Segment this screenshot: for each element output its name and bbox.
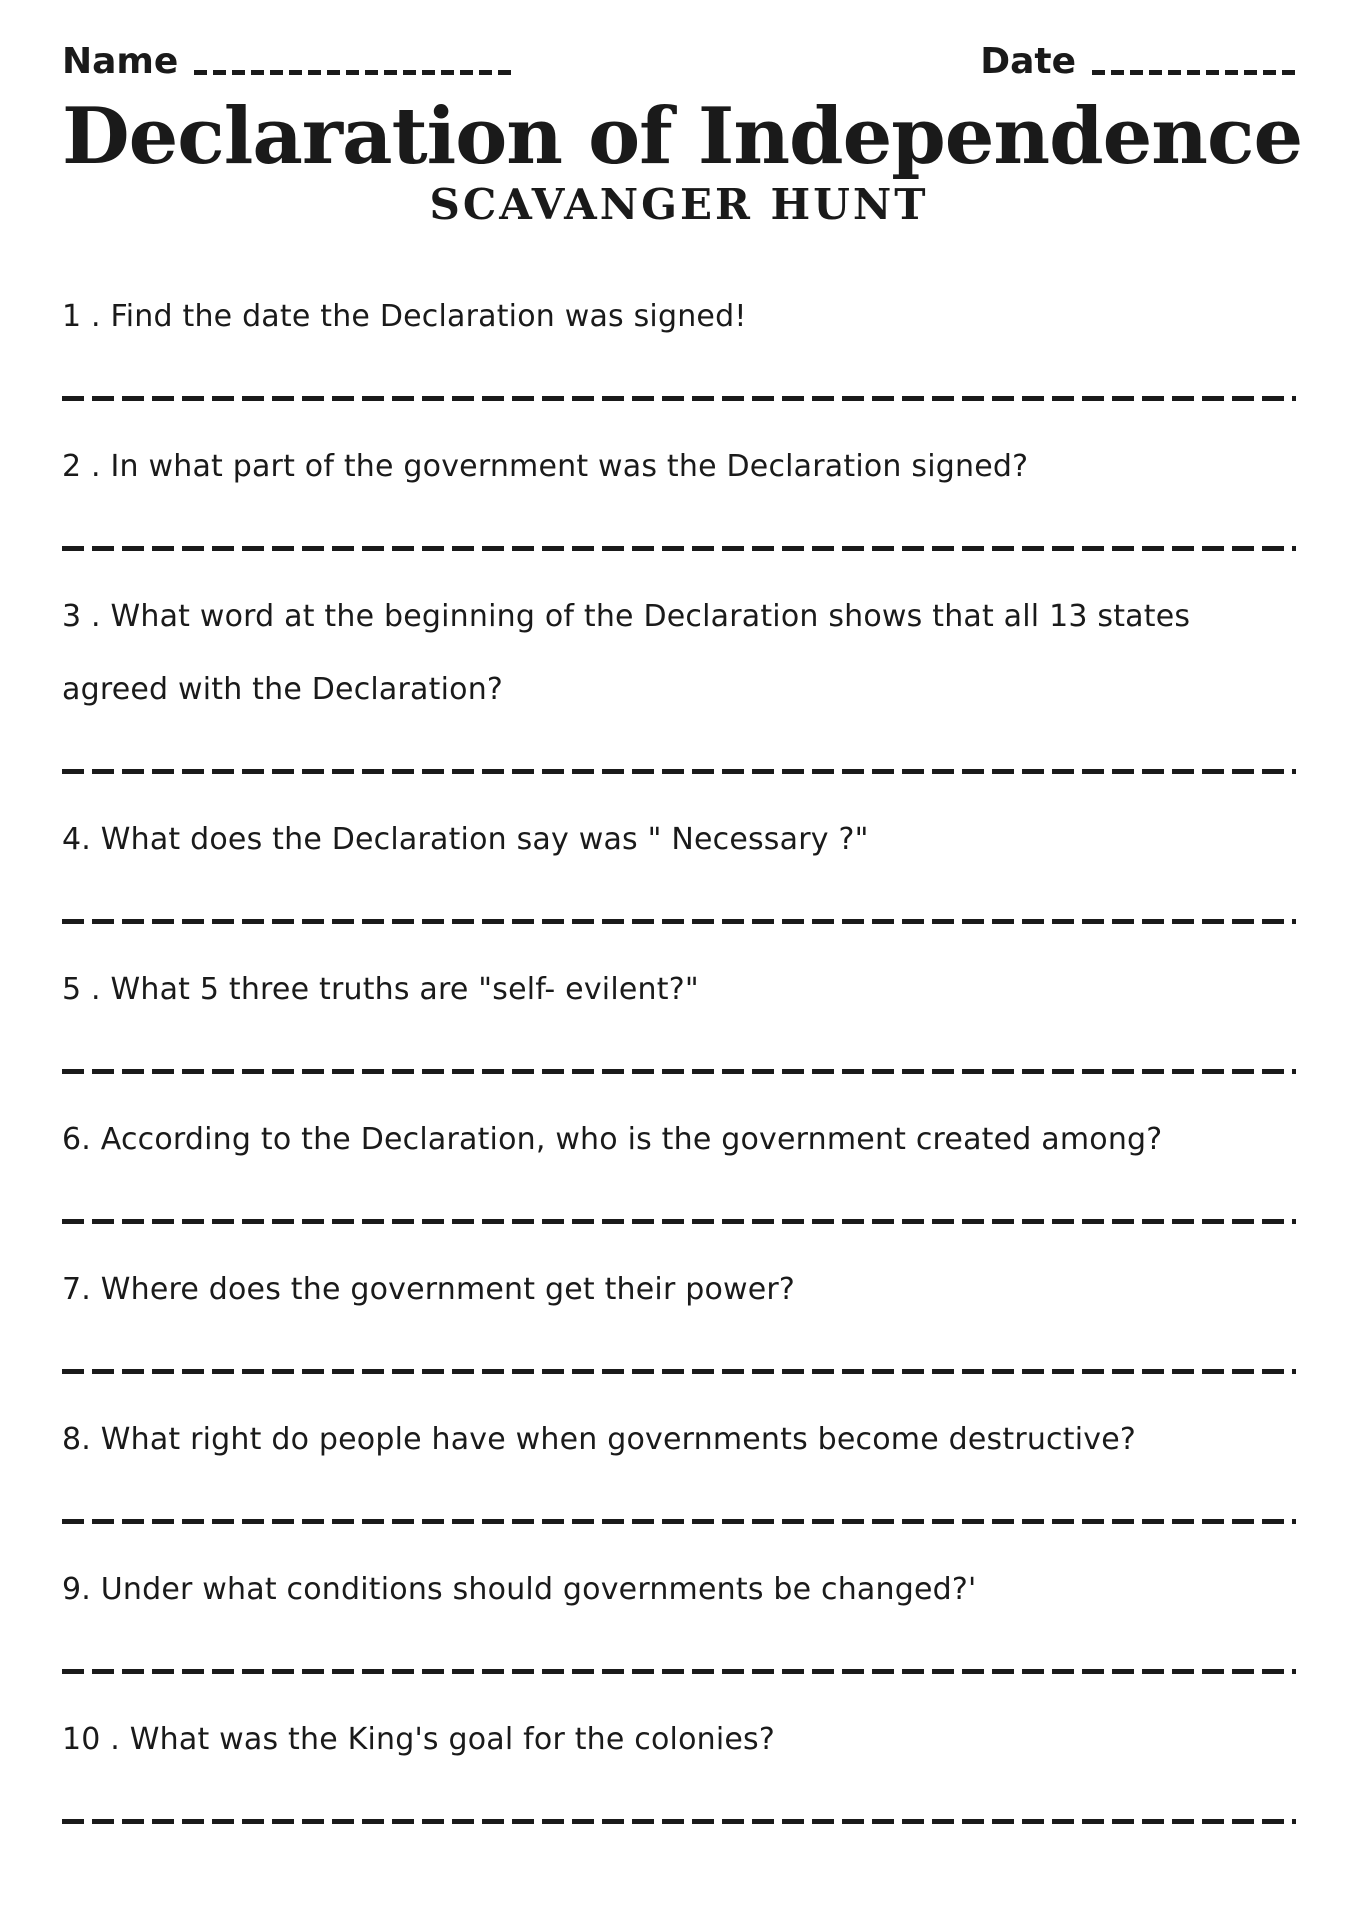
question-block-1 [62, 280, 1296, 401]
page-subtitle: SCAVANGER HUNT [429, 179, 929, 229]
header [62, 42, 1296, 82]
answer-line-8 [62, 1519, 1296, 1524]
page-title: Declaration of Independence [62, 90, 1303, 182]
answer-line-7 [62, 1369, 1296, 1374]
answer-line-10 [62, 1819, 1296, 1824]
answer-line-1 [62, 396, 1296, 401]
question-block-4 [62, 803, 1296, 924]
question-text-4: 4. What does the Declaration say was " Necessary ?" [62, 821, 869, 857]
name-field-group [62, 42, 514, 82]
question-block-7 [62, 1253, 1296, 1374]
name-blank-line [194, 70, 514, 75]
question-block-9 [62, 1553, 1296, 1674]
question-block-10 [62, 1703, 1296, 1824]
answer-line-9 [62, 1669, 1296, 1674]
question-text-8: 8. What right do people have when governments become destructive? [62, 1421, 1136, 1457]
date-blank-line [1092, 70, 1296, 75]
date-label: Date [980, 41, 1076, 82]
question-text-7: 7. Where does the government get their power? [62, 1271, 796, 1307]
name-label: Name [62, 41, 179, 82]
question-block-2 [62, 430, 1296, 551]
date-field-group [980, 42, 1296, 82]
question-text-9: 9. Under what conditions should governments be changed?' [62, 1571, 977, 1607]
question-text-2: 2 . In what part of the government was the Declaration signed? [62, 448, 1029, 484]
answer-line-4 [62, 919, 1296, 924]
question-block-5 [62, 953, 1296, 1074]
question-block-3 [62, 580, 1296, 774]
question-text-3: 3 . What word at the beginning of the Declaration shows that all 13 states agreed with the Declaration? [62, 598, 1191, 707]
question-block-8 [62, 1403, 1296, 1524]
question-text-5: 5 . What 5 three truths are "self- evilent?" [62, 971, 699, 1007]
question-block-6 [62, 1103, 1296, 1224]
question-text-6: 6. According to the Declaration, who is the government created among? [62, 1121, 1163, 1157]
answer-line-3 [62, 769, 1296, 774]
answer-line-2 [62, 546, 1296, 551]
question-text-10: 10 . What was the King's goal for the colonies? [62, 1721, 775, 1757]
answer-line-6 [62, 1219, 1296, 1224]
answer-line-5 [62, 1069, 1296, 1074]
question-text-1: 1 . Find the date the Declaration was signed! [62, 298, 747, 334]
question-list [62, 280, 1296, 1824]
